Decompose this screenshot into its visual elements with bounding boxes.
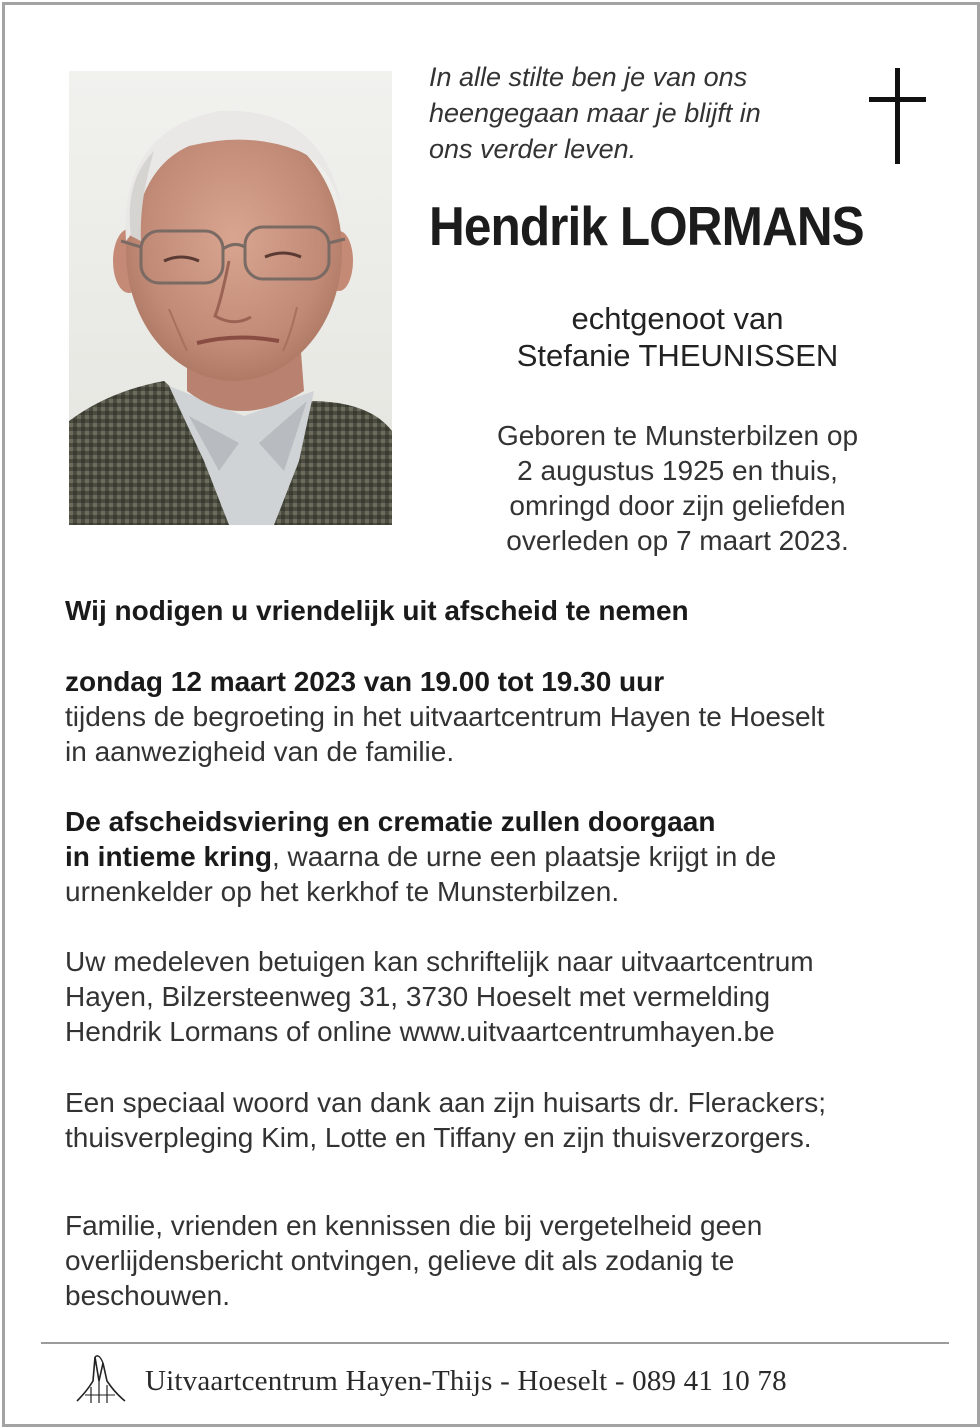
quote-line: In alle stilte ben je van ons bbox=[429, 62, 748, 92]
closing-paragraph bbox=[65, 1208, 945, 1313]
ceremony-bold-line: De afscheidsviering en crematie zullen doorgaan bbox=[65, 806, 716, 837]
closing-line: overlijdensbericht ontvingen, gelieve dit als zodanig te bbox=[65, 1245, 735, 1276]
memorial-quote bbox=[429, 59, 849, 167]
invitation-text: Wij nodigen u vriendelijk uit afscheid te nemen bbox=[65, 595, 689, 626]
birth-line: 2 augustus 1925 en thuis, bbox=[517, 455, 838, 486]
spouse-block bbox=[425, 300, 930, 374]
funeral-home-logo-icon bbox=[75, 1351, 127, 1405]
birth-line: Geboren te Munsterbilzen op bbox=[496, 420, 859, 451]
condolence-line: Hayen, Bilzersteenweg 31, 3730 Hoeselt met vermelding bbox=[65, 981, 771, 1012]
footer-divider bbox=[41, 1342, 949, 1344]
visitation-line: tijdens de begroeting in het uitvaartcentrum Hayen te Hoeselt bbox=[65, 701, 825, 732]
partner-name: Stefanie THEUNISSEN bbox=[516, 338, 839, 373]
cross-icon bbox=[869, 68, 926, 164]
thanks-line: thuisverpleging Kim, Lotte en Tiffany en zijn thuisverzorgers. bbox=[65, 1122, 812, 1153]
footer-contact: Uitvaartcentrum Hayen-Thijs - Hoeselt - 089 41 10 78 bbox=[145, 1365, 787, 1397]
obituary-card bbox=[2, 2, 980, 1427]
visitation-paragraph bbox=[65, 664, 945, 769]
invitation-paragraph bbox=[65, 593, 945, 628]
relation-label: echtgenoot van bbox=[571, 301, 784, 336]
birth-line: omringd door zijn geliefden bbox=[509, 490, 846, 521]
ceremony-text: , waarna de urne een plaatsje krijgt in de bbox=[271, 841, 777, 872]
condolence-paragraph bbox=[65, 944, 945, 1049]
portrait-photo bbox=[69, 71, 392, 525]
thanks-paragraph bbox=[65, 1085, 945, 1155]
condolence-line: Uw medeleven betuigen kan schriftelijk naar uitvaartcentrum bbox=[65, 946, 814, 977]
ceremony-bold-phrase: in intieme kring bbox=[65, 841, 272, 872]
closing-line: Familie, vrienden en kennissen die bij vergetelheid geen bbox=[65, 1210, 763, 1241]
deceased-name: Hendrik LORMANS bbox=[429, 195, 864, 257]
thanks-line: Een speciaal woord van dank aan zijn huisarts dr. Flerackers; bbox=[65, 1087, 827, 1118]
notice-body bbox=[65, 593, 945, 1313]
visitation-time: zondag 12 maart 2023 van 19.00 tot 19.30 uur bbox=[65, 666, 665, 697]
ceremony-text: urnenkelder op het kerkhof te Munsterbilzen. bbox=[65, 876, 620, 907]
ceremony-paragraph bbox=[65, 804, 945, 909]
closing-line: beschouwen. bbox=[65, 1280, 231, 1311]
quote-line: ons verder leven. bbox=[429, 134, 637, 164]
visitation-line: in aanwezigheid van de familie. bbox=[65, 736, 455, 767]
birth-death-info bbox=[425, 418, 930, 558]
condolence-line: Hendrik Lormans of online www.uitvaartcentrumhayen.be bbox=[65, 1016, 775, 1047]
quote-line: heengegaan maar je blijft in bbox=[429, 98, 761, 128]
birth-line: overleden op 7 maart 2023. bbox=[506, 525, 849, 556]
